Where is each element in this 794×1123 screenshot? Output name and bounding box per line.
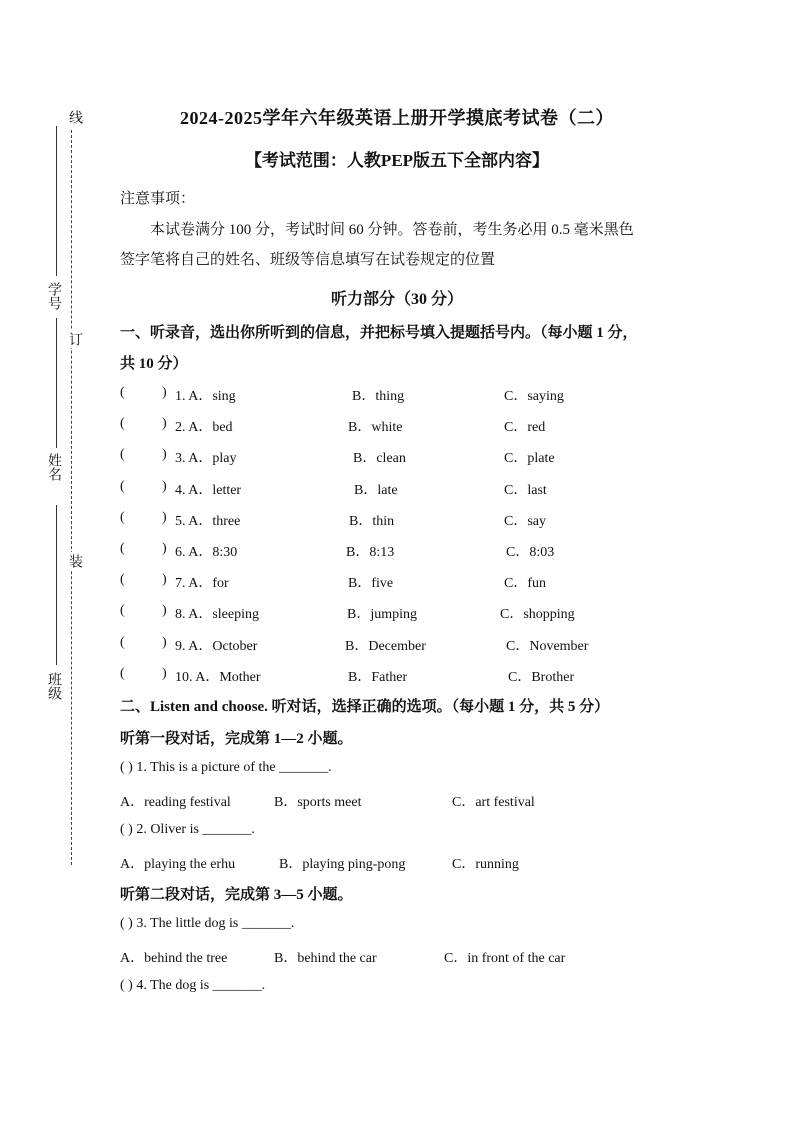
answer-paren-close: ) — [162, 509, 167, 525]
option-a: 8. A．sleeping — [175, 607, 259, 623]
student-id-label: 学号 — [46, 282, 61, 310]
answer-paren-close: ) — [162, 447, 167, 463]
binding-dashed-line — [71, 130, 72, 865]
listening-item — [120, 385, 680, 405]
answer-paren-open: ( — [120, 572, 125, 588]
student-name-field[interactable] — [56, 318, 57, 448]
listening-item — [120, 479, 680, 499]
notice-line-1: 本试卷满分 100 分，考试时间 60 分钟。答卷前，考生务必用 0.5 毫米黑色 — [150, 222, 634, 238]
option-c: C．red — [504, 420, 546, 436]
option-a: 7. A．for — [175, 576, 229, 592]
option-c: C．fun — [504, 576, 546, 592]
option-a: 3. A．play — [175, 451, 237, 467]
binding-mark-line: 线 — [64, 108, 84, 126]
option-b: B．five — [348, 576, 394, 592]
answer-paren-close: ) — [162, 665, 167, 681]
part2-question-2: ( ) 2. Oliver is _______. — [120, 822, 255, 837]
option-b: B．white — [348, 420, 403, 436]
option-a: 10. A．Mother — [175, 669, 261, 685]
dialog2-instruction: 听第二段对话，完成第 3—5 小题。 — [120, 887, 353, 903]
option-c: C．last — [504, 482, 547, 498]
listening-item — [120, 510, 680, 530]
listening-item — [120, 666, 680, 686]
answer-paren-open: ( — [120, 665, 125, 681]
option-b: B．thin — [349, 513, 395, 529]
option-c: C．saying — [504, 389, 564, 404]
answer-paren-open: ( — [120, 634, 125, 650]
part1-instruction-line2: 共 10 分） — [120, 356, 188, 372]
option-b: B．clean — [353, 451, 406, 467]
answer-paren-close: ) — [162, 634, 167, 650]
dialog1-instruction: 听第一段对话，完成第 1—2 小题。 — [120, 731, 353, 747]
listening-item — [120, 541, 680, 561]
option-b: B．Father — [348, 669, 408, 685]
listening-item — [120, 635, 680, 655]
q1-option-c: C．art festival — [452, 795, 535, 810]
listening-item — [120, 447, 680, 467]
answer-paren-close: ) — [162, 385, 167, 400]
q2-option-b: B．playing ping-pong — [279, 857, 406, 872]
listening-item — [120, 572, 680, 592]
q1-option-a: A．reading festival — [120, 795, 231, 810]
q2-option-c: C．running — [452, 857, 519, 872]
option-b: B．jumping — [347, 607, 418, 623]
q1-option-b: B．sports meet — [274, 795, 362, 810]
option-a: 9. A．October — [175, 638, 258, 654]
answer-paren-open: ( — [120, 603, 125, 619]
option-a: 5. A．three — [175, 513, 241, 529]
option-c: C．say — [504, 513, 546, 529]
answer-paren-open: ( — [120, 385, 125, 400]
notice-line-2: 签字笔将自己的姓名、班级等信息填写在试卷规定的位置 — [120, 252, 496, 268]
binding-mark-staple: 订 — [64, 330, 84, 348]
answer-paren-close: ) — [162, 541, 167, 556]
exam-scope: 【考试范围：人教PEP版五下全部内容】 — [244, 151, 550, 170]
option-a: 4. A．letter — [175, 482, 242, 498]
part2-question-1: ( ) 1. This is a picture of the _______. — [120, 760, 332, 775]
answer-paren-close: ) — [162, 478, 167, 494]
q3-option-b: B．behind the car — [274, 951, 377, 966]
binding-mark-bind: 装 — [64, 552, 84, 570]
answer-paren-open: ( — [120, 541, 125, 556]
option-a: 6. A．8:30 — [175, 545, 238, 560]
part2-question-4: ( ) 4. The dog is _______. — [120, 978, 266, 993]
option-b: B．thing — [352, 389, 405, 404]
listening-heading: 听力部分（30 分） — [330, 291, 463, 308]
option-b: B．late — [354, 482, 398, 498]
option-c: C．plate — [504, 451, 555, 467]
option-a: 1. A．sing — [175, 389, 236, 404]
option-c: C．November — [506, 638, 589, 654]
answer-paren-open: ( — [120, 416, 125, 432]
answer-paren-close: ) — [162, 416, 167, 432]
part2-question-3: ( ) 3. The little dog is _______. — [120, 916, 295, 931]
option-b: B．December — [345, 638, 426, 654]
class-label: 班级 — [46, 672, 61, 700]
answer-paren-open: ( — [120, 509, 125, 525]
option-a: 2. A．bed — [175, 420, 233, 436]
option-c: C．shopping — [500, 607, 575, 623]
option-c: C．8:03 — [506, 545, 555, 560]
answer-paren-open: ( — [120, 478, 125, 494]
option-c: C．Brother — [508, 669, 575, 685]
class-field[interactable] — [56, 505, 57, 665]
q3-option-c: C．in front of the car — [444, 951, 566, 966]
listening-item — [120, 603, 680, 623]
option-b: B．8:13 — [346, 545, 395, 560]
notice-heading: 注意事项： — [120, 191, 196, 207]
listening-item — [120, 416, 680, 436]
answer-paren-close: ) — [162, 572, 167, 588]
q2-option-a: A．playing the erhu — [120, 857, 236, 872]
exam-title: 2024-2025学年六年级英语上册开学摸底考试卷（二） — [180, 108, 614, 128]
answer-paren-open: ( — [120, 447, 125, 463]
q3-option-a: A．behind the tree — [120, 951, 228, 966]
part1-instruction-line1: 一、听录音，选出你所听到的信息，并把标号填入提题括号内。（每小题 1 分， — [120, 325, 638, 341]
student-name-label: 姓名 — [46, 453, 61, 481]
part2-instruction: 二、Listen and choose. 听对话，选择正确的选项。（每小题 1 分，共 5 分） — [120, 699, 610, 715]
answer-paren-close: ) — [162, 603, 167, 619]
